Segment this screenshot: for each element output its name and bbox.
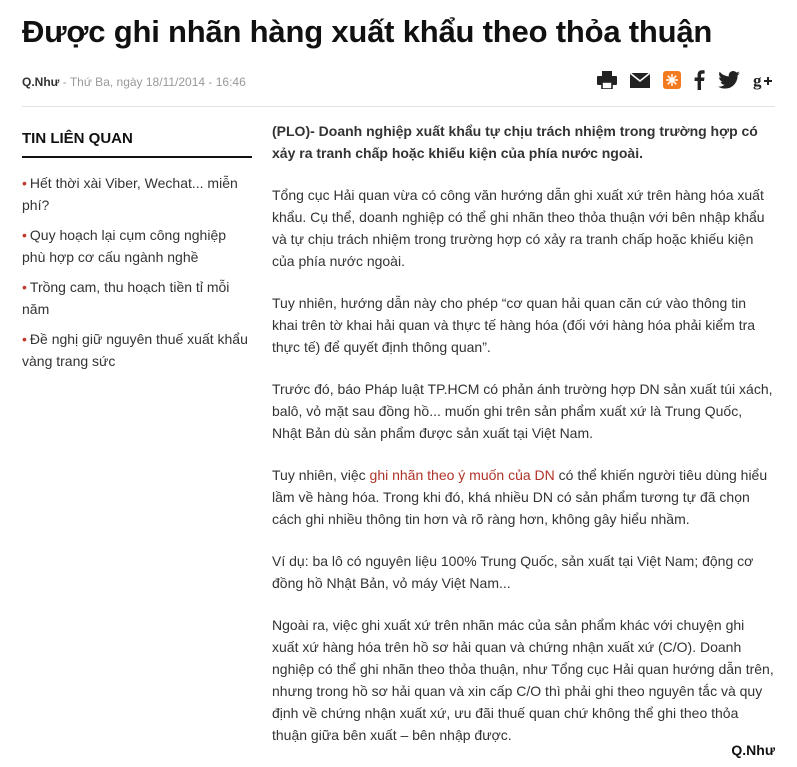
facebook-icon[interactable] xyxy=(694,70,705,90)
article-byline: Q.Như xyxy=(731,742,775,758)
related-news-item xyxy=(22,328,252,372)
publish-date: Thứ Ba, ngày 18/11/2014 - 16:46 xyxy=(69,75,246,89)
related-news-heading: TIN LIÊN QUAN xyxy=(22,122,252,158)
article-paragraph: Ngoài ra, việc ghi xuất xứ trên nhãn mác của sản phẩm khác với chuyện ghi xuất xứ hàng hóa trên hồ sơ hải quan và chứng nhận xuất xứ (C/O). Doanh nghiệp có thể ghi nhãn theo thỏa thuận, như Tổng cục Hải quan hướng dẫn trên, nhưng trong hồ sơ hải quan và xin cấp C/O thì phải ghi theo nguyên tắc và quy định về chứng nhận xuất xứ, ưu đãi thuế quan chứ không thể ghi theo thỏa thuận giữa bên xuất – bên nhập được. xyxy=(272,617,774,743)
article-paragraph: Ví dụ: ba lô có nguyên liệu 100% Trung Quốc, sản xuất tại Việt Nam; động cơ đồng hồ Nhật Bản, vỏ máy Việt Nam... xyxy=(272,553,754,591)
bullet-icon: • xyxy=(22,175,27,191)
related-news-item xyxy=(22,276,252,320)
article-paragraph: Tuy nhiên, hướng dẫn này cho phép “cơ quan hải quan căn cứ vào thông tin khai trên tờ khai hải quan và thực tế hàng hóa (đối với hàng hóa phải kiểm tra thực tế) để quyết định thông quan”. xyxy=(272,295,756,355)
email-icon[interactable] xyxy=(630,73,650,88)
related-news-sidebar xyxy=(22,122,252,380)
google-plus-icon[interactable] xyxy=(753,70,775,90)
related-news-list xyxy=(22,172,252,372)
share-toolbar xyxy=(597,70,775,90)
article-meta xyxy=(22,75,246,89)
related-news-item xyxy=(22,172,252,216)
related-news-link[interactable]: Quy hoạch lại cụm công nghiệp phù hợp cơ cấu ngành nghề xyxy=(22,227,227,265)
bullet-icon: • xyxy=(22,279,27,295)
article-lead: (PLO)- Doanh nghiệp xuất khẩu tự chịu trách nhiệm trong trường hợp có xảy ra tranh chấp hoặc khiếu kiện của phía nước ngoài. xyxy=(272,123,758,161)
twitter-icon[interactable] xyxy=(718,71,740,89)
paragraph-text: có thể khiến người tiêu dùng hiểu lầm về hàng hóa. Trong khi đó, khá nhiều DN có sản phẩm tương tự đã chọn cách ghi nhiều thông tin hơn và rõ ràng hơn, không gây hiểu nhầm. xyxy=(272,467,768,527)
paragraph-text: Tuy nhiên, việc xyxy=(272,467,370,483)
article-paragraph: Tổng cục Hải quan vừa có công văn hướng dẫn ghi xuất xứ trên hàng hóa xuất khẩu. Cụ thể, doanh nghiệp có thể ghi nhãn theo thỏa thuận với bên nhập khẩu và tự chịu trách nhiệm trong trường hợp có xảy ra tranh chấp hoặc khiếu kiện của phía nước ngoài. xyxy=(272,187,765,269)
meta-separator: - xyxy=(59,75,70,89)
article-title: Được ghi nhãn hàng xuất khẩu theo thỏa thuận xyxy=(22,14,713,49)
print-icon[interactable] xyxy=(597,71,617,89)
article-paragraph: Trước đó, báo Pháp luật TP.HCM có phản ánh trường hợp DN sản xuất túi xách, balô, vỏ mặt sau đồng hồ... muốn ghi trên sản phẩm xuất xứ là Trung Quốc, Nhật Bản dù sản phẩm được sản xuất tại Việt Nam. xyxy=(272,381,773,441)
related-news-link[interactable]: Hết thời xài Viber, Wechat... miễn phí? xyxy=(22,175,238,213)
article-paragraph xyxy=(272,464,774,530)
related-news-link[interactable]: Đề nghị giữ nguyên thuế xuất khẩu vàng trang sức xyxy=(22,331,248,369)
author-name[interactable]: Q.Như xyxy=(22,75,60,89)
header-divider xyxy=(22,106,775,107)
svg-text:g: g xyxy=(753,71,762,90)
article-body xyxy=(272,120,774,766)
bookmark-plus-icon[interactable] xyxy=(663,71,681,89)
related-news-item xyxy=(22,224,252,268)
bullet-icon: • xyxy=(22,331,27,347)
related-news-link[interactable]: Trồng cam, thu hoạch tiền tỉ mỗi năm xyxy=(22,279,230,317)
bullet-icon: • xyxy=(22,227,27,243)
inline-article-link[interactable]: ghi nhãn theo ý muốn của DN xyxy=(369,467,555,483)
